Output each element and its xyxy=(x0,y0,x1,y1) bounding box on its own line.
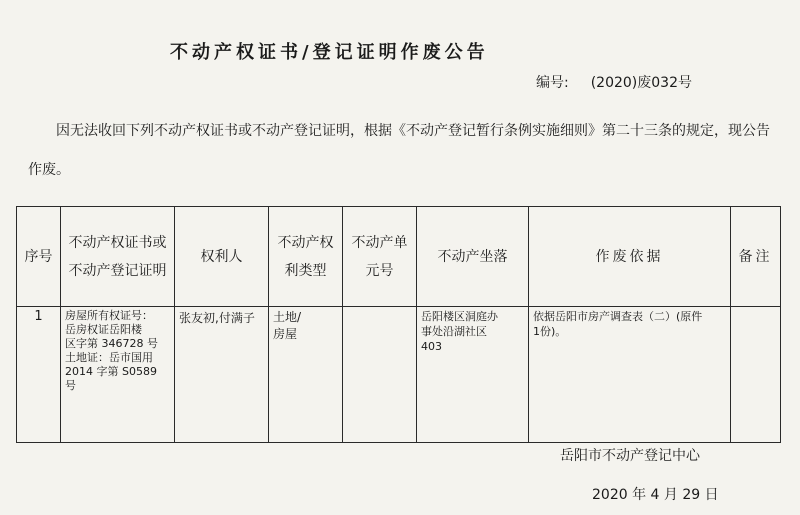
cell-serial-number: 1 xyxy=(17,307,61,443)
voided-certificates-table xyxy=(16,206,781,443)
intro-paragraph: 因无法收回下列不动产权证书或不动产登记证明，根据《不动产登记暂行条例实施细则》第二十三条的规定，现公告作废。 xyxy=(28,123,770,178)
header-right-type: 不动产权利类型 xyxy=(269,207,343,307)
cell-right-type: 土地/ 房屋 xyxy=(269,307,343,443)
cell-certificate: 房屋所有权证号： 岳房权证岳阳楼 区字第 346728 号 土地证：岳市国用 2014 字第 S0589 号 xyxy=(61,307,175,443)
header-unit-number: 不动产单元号 xyxy=(343,207,417,307)
table-row xyxy=(17,307,781,443)
cell-unit-number xyxy=(343,307,417,443)
document-number xyxy=(536,72,692,92)
header-remarks: 备注 xyxy=(731,207,781,307)
header-right-holder: 权利人 xyxy=(175,207,269,307)
issuing-authority: 岳阳市不动产登记中心 xyxy=(560,448,700,464)
header-void-basis: 作废依据 xyxy=(529,207,731,307)
header-location: 不动产坐落 xyxy=(417,207,529,307)
cell-right-holder: 张友初,付满子 xyxy=(175,307,269,443)
document-number-value: (2020)废032号 xyxy=(590,75,692,91)
document-number-label: 编号: xyxy=(536,75,569,91)
cell-remarks xyxy=(731,307,781,443)
table-header-row xyxy=(17,207,781,307)
header-serial-number: 序号 xyxy=(17,207,61,307)
header-certificate: 不动产权证书或不动产登记证明 xyxy=(61,207,175,307)
cell-location: 岳阳楼区洞庭办 事处沿湖社区 403 xyxy=(417,307,529,443)
issue-date: 2020 年 4 月 29 日 xyxy=(592,487,719,503)
document-title: 不动产权证书/登记证明作废公告 xyxy=(170,42,489,63)
cell-void-basis: 依据岳阳市房产调查表（二）(原件 1份)。 xyxy=(529,307,731,443)
